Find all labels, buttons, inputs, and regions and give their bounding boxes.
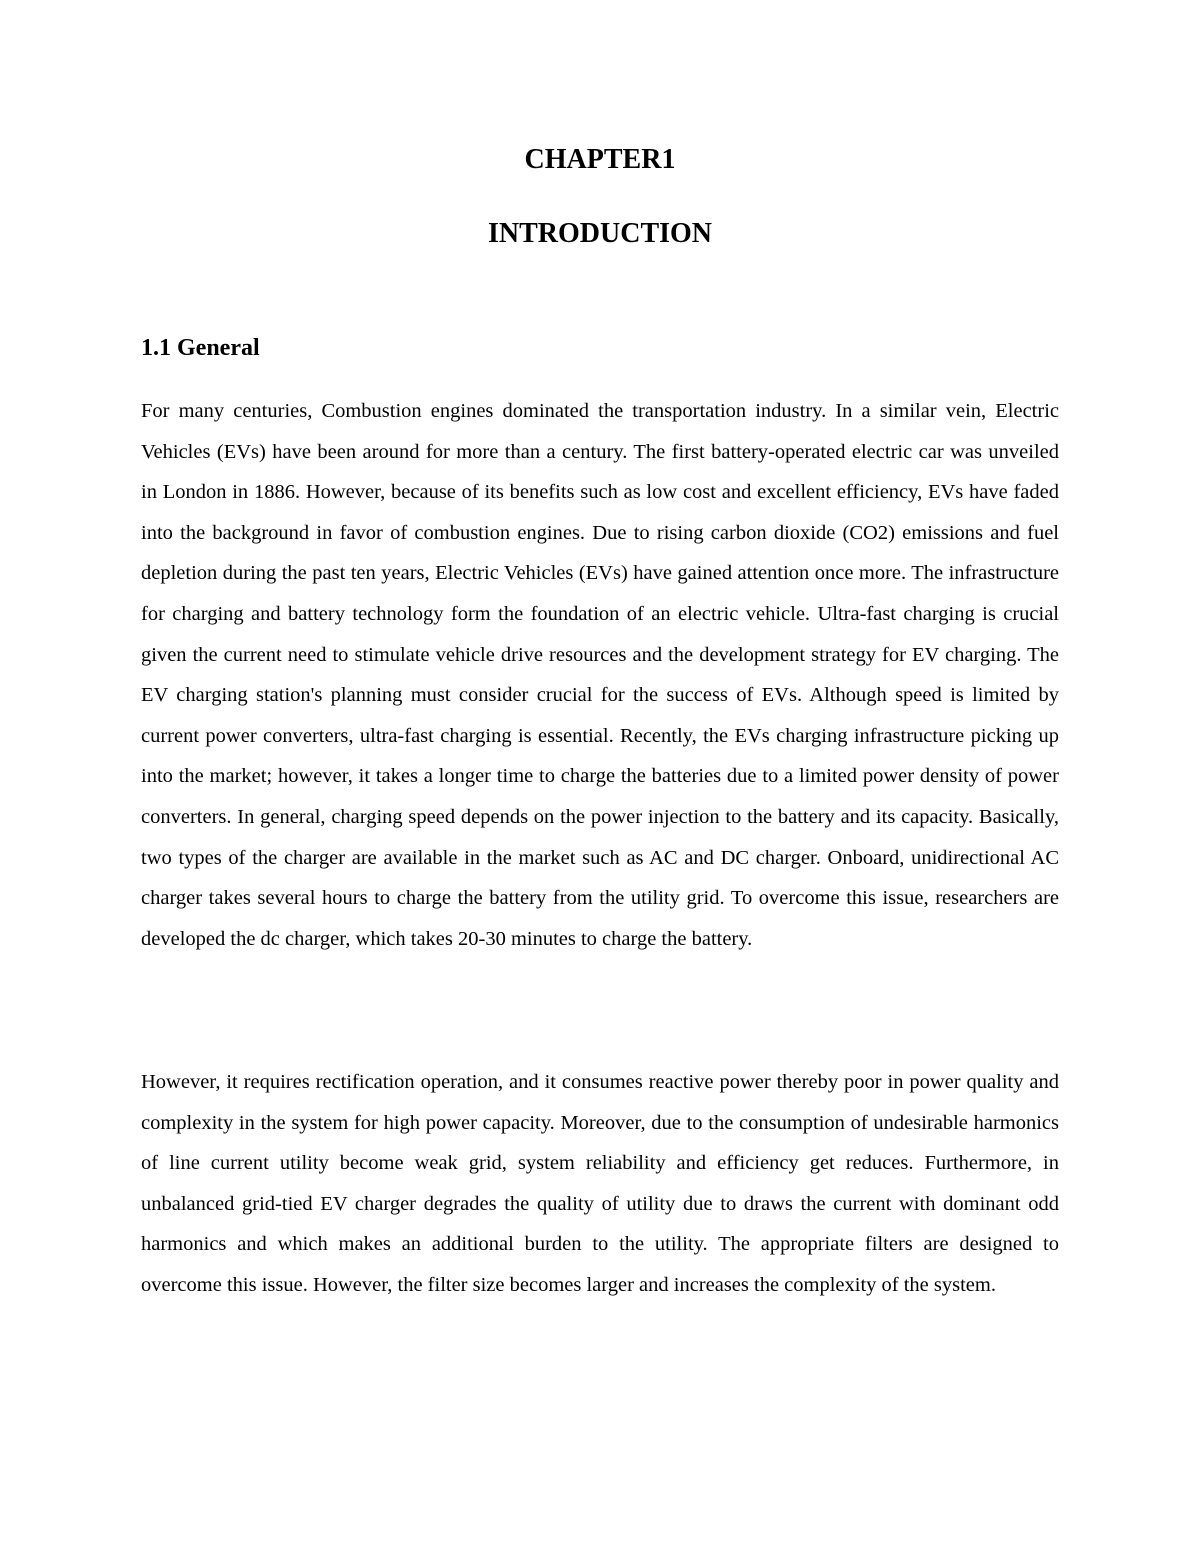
body-paragraph: For many centuries, Combustion engines dominated the transportation industry. In a similar vein, Electric Vehicles (EVs) have been around for more than a century. The first battery-operated electric car was unveiled in London in 1886. However, because of its benefits such as low cost and excellent efficiency, EVs have faded into the background in favor of combustion engines. Due to rising carbon dioxide (CO2) emissions and fuel depletion during the past ten years, Electric Vehicles (EVs) have gained attention once more. The infrastructure for charging and battery technology form the foundation of an electric vehicle. Ultra-fast charging is crucial given the current need to stimulate vehicle drive resources and the development strategy for EV charging. The EV charging station's planning must consider crucial for the success of EVs. Although speed is limited by current power converters, ultra-fast charging is essential. Recently, the EVs charging infrastructure picking up into the market; however, it takes a longer time to charge the batteries due to a limited power density of power converters. In general, charging speed depends on the power injection to the battery and its capacity. Basically, two types of the charger are available in the market such as AC and DC charger. Onboard, unidirectional AC charger takes several hours to charge the battery from the utility grid. To overcome this issue, researchers are developed the dc charger, which takes 20-30 minutes to charge the battery. (141, 400, 1059, 950)
section-heading: 1.1 General (141, 335, 260, 361)
chapter-title: INTRODUCTION (487, 218, 713, 249)
body-paragraph: However, it requires rectification operation, and it consumes reactive power thereby poor in power quality and complexity in the system for high power capacity. Moreover, due to the consumption of undesirable harmonics of line current utility become weak grid, system reliability and efficiency get reduces. Furthermore, in unbalanced grid-tied EV charger degrades the quality of utility due to draws the current with dominant odd harmonics and which makes an additional burden to the utility. The appropriate filters are designed to overcome this issue. However, the filter size becomes larger and increases the complexity of the system. (141, 1071, 1059, 1296)
chapter-label: CHAPTER1 (524, 144, 676, 175)
